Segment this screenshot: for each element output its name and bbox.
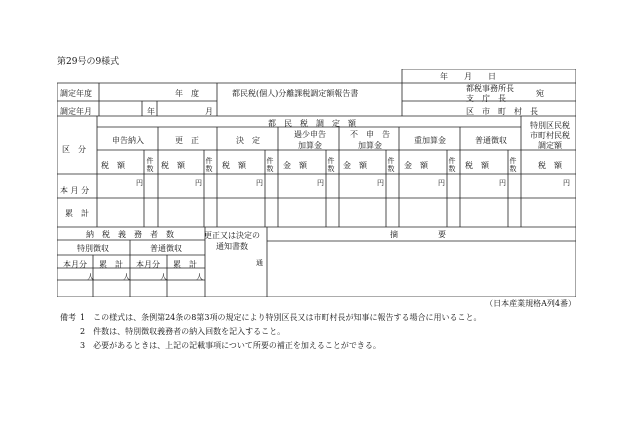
special-collection-header: 特別徴収 [77, 244, 109, 253]
col-no-declaration-1: 不 申 告 [350, 130, 390, 139]
col-declared: 申告納入 [112, 136, 144, 145]
yen-mark: 円 [256, 179, 263, 187]
sub-amount: 金 額 [343, 161, 367, 170]
remark-2: 2 件数は、特別徴収義務者の納入回数を記入すること。 [80, 327, 286, 336]
sub-tax: 税 額 [101, 161, 125, 170]
notice-unit: 通 [256, 259, 263, 267]
office-line2: 支 庁 長 [466, 94, 506, 103]
sub-tax: 税 額 [222, 161, 246, 170]
remarks-label: 備考 [60, 313, 76, 322]
row-this-month: 本 月 分 [60, 186, 90, 195]
col-decision: 決 定 [236, 136, 260, 145]
col-heavy-penalty: 重加算金 [414, 136, 446, 145]
municipal-head: 区 市 町 村 長 [466, 107, 538, 116]
form-number: 第29号の9様式 [57, 57, 120, 67]
person-unit: 人 [196, 273, 203, 281]
col-special-2: 市町村民税 [530, 131, 570, 140]
col-special-1: 特別区民税 [530, 121, 570, 130]
year-unit: 年 度 [175, 89, 199, 98]
category-label: 区 分 [62, 145, 86, 154]
person-unit: 人 [87, 273, 94, 281]
report-form-table [57, 69, 576, 297]
sub-count: 件数 [146, 157, 154, 173]
main-group-header: 都 民 税 調 定 額 [268, 119, 356, 128]
form-title: 都民税(個人)分離課税調定額報告書 [232, 89, 359, 98]
sub-tax: 税 額 [538, 161, 562, 170]
notice-count-1: 更正又は決定の [204, 231, 260, 240]
sub-tax: 税 額 [465, 161, 489, 170]
yen-mark: 円 [317, 179, 324, 187]
ordinary-collection-header: 普通徴収 [150, 244, 182, 253]
sub-count: 件数 [327, 157, 335, 173]
col-special-3: 調定額 [538, 141, 562, 150]
ym-label: 調定年月 [60, 107, 92, 116]
col-correction: 更 正 [175, 136, 199, 145]
date-line: 年 月 日 [440, 72, 496, 81]
sub-count: 件数 [387, 157, 395, 173]
sub-tax: 税 額 [161, 161, 185, 170]
sub-count: 件数 [266, 157, 274, 173]
yen-mark: 円 [136, 179, 143, 187]
jis-note: （日本産業規格A列4番） [485, 299, 576, 308]
yen-mark: 円 [499, 179, 506, 187]
sub-count: 件数 [205, 157, 213, 173]
col-under-declaration-2: 加算金 [298, 141, 322, 150]
office-line1: 都税事務所長 [466, 84, 514, 93]
total-header: 累 計 [173, 260, 197, 269]
yen-mark: 円 [563, 179, 570, 187]
taxpayer-count-header: 納 税 義 務 者 数 [86, 230, 174, 239]
sub-count: 件数 [448, 157, 456, 173]
col-ordinary: 普通徴収 [475, 136, 507, 145]
month-header: 本月分 [63, 260, 87, 269]
yen-mark: 円 [195, 179, 202, 187]
yen-mark: 円 [377, 179, 384, 187]
row-cumulative: 累 計 [65, 209, 89, 218]
year-label: 調定年度 [60, 89, 92, 98]
col-under-declaration-1: 過少申告 [294, 130, 326, 139]
remark-3: 3 必要があるときは、上記の記載事項について所要の補正を加えることができる。 [80, 341, 381, 350]
summary-header: 摘 要 [390, 230, 446, 239]
sub-count: 件数 [509, 157, 517, 173]
remark-1: 1 この様式は、条例第24条の8第3項の規定により特別区長又は市町村長が知事に報告する場合に用いること。 [80, 313, 482, 322]
remarks [60, 311, 482, 353]
yen-mark: 円 [438, 179, 445, 187]
person-unit: 人 [160, 273, 167, 281]
month-char: 月 [205, 107, 213, 116]
sub-amount: 金 額 [404, 161, 428, 170]
notice-count-2: 通知書数 [216, 242, 248, 251]
total-header: 累 計 [99, 260, 123, 269]
col-no-declaration-2: 加算金 [358, 141, 382, 150]
year-char: 年 [147, 107, 155, 116]
sub-amount: 金 額 [283, 161, 307, 170]
month-header: 本月分 [136, 260, 160, 269]
addressee: 宛 [536, 89, 544, 98]
person-unit: 人 [123, 273, 130, 281]
